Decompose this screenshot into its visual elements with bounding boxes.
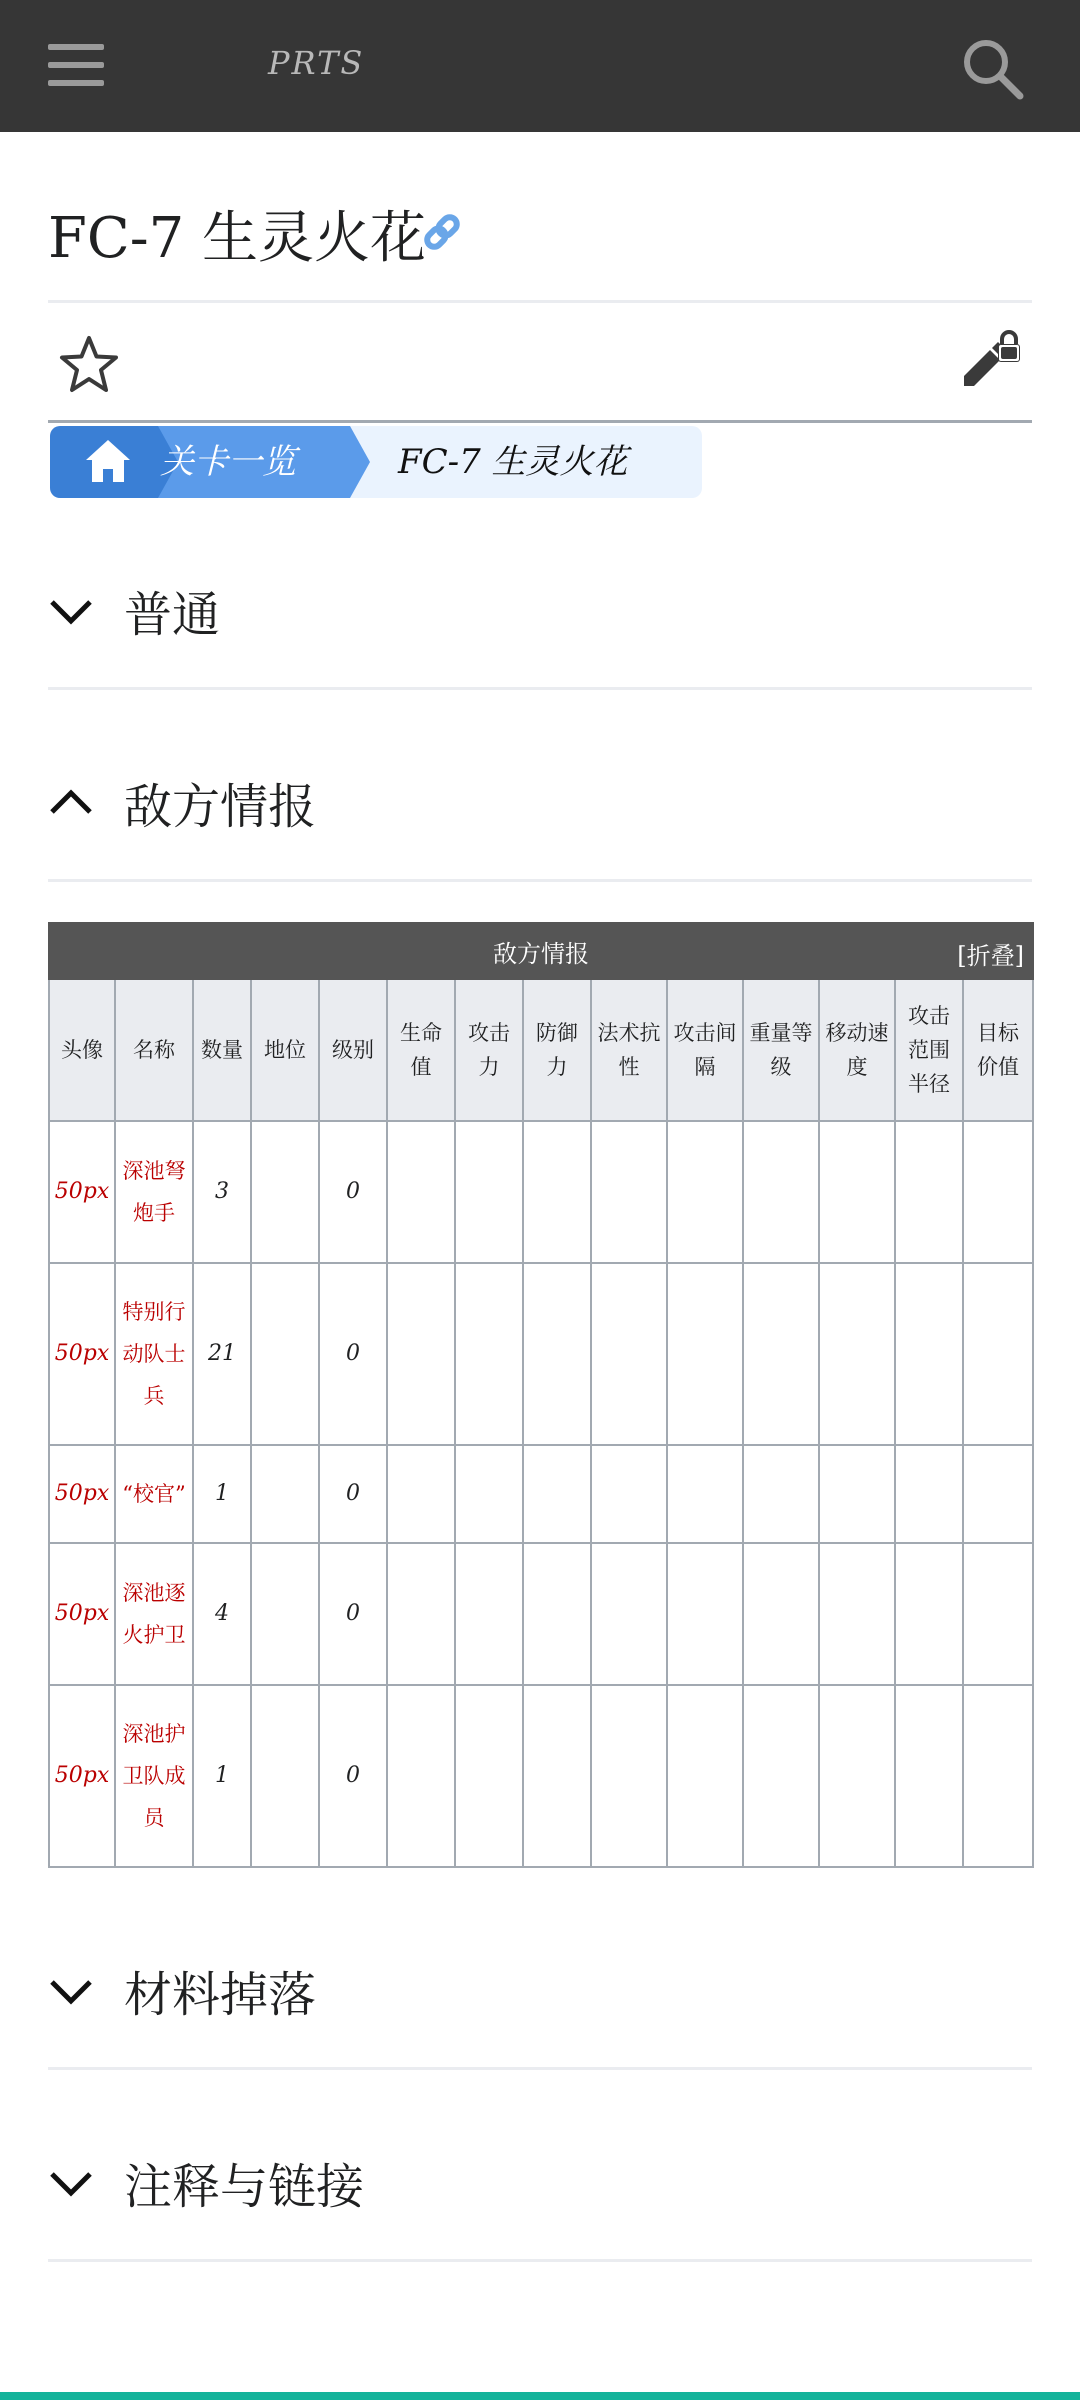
link-icon[interactable] [420, 210, 464, 254]
column-header: 防御力 [523, 979, 591, 1121]
enemy-count: 4 [193, 1543, 251, 1685]
table-row [49, 1543, 1033, 1685]
empty-cell [455, 1543, 523, 1685]
empty-cell [743, 1445, 819, 1543]
enemy-level: 0 [319, 1121, 387, 1263]
enemy-count: 1 [193, 1685, 251, 1867]
chevron-up-icon [48, 780, 94, 826]
empty-cell [591, 1263, 667, 1445]
enemy-table [48, 922, 1034, 1868]
empty-cell [591, 1543, 667, 1685]
breadcrumb-item-current: FC-7 生灵火花 [398, 442, 628, 482]
breadcrumb-item-stages[interactable]: 关卡一览 [160, 442, 296, 482]
empty-cell [455, 1445, 523, 1543]
table-body [49, 1121, 1033, 1867]
title-divider [48, 300, 1032, 303]
lock-edit-icon[interactable] [958, 330, 1022, 394]
section-material-drops[interactable] [48, 1920, 1032, 2070]
enemy-level: 0 [319, 1685, 387, 1867]
empty-cell [667, 1263, 743, 1445]
section-title: 材料掉落 [124, 1967, 317, 2023]
column-header: 头像 [49, 979, 115, 1121]
empty-cell [819, 1121, 895, 1263]
empty-cell [667, 1543, 743, 1685]
empty-cell [667, 1445, 743, 1543]
section-divider [48, 879, 1032, 882]
section-enemy-info[interactable] [48, 732, 1032, 882]
table-row [49, 1445, 1033, 1543]
enemy-avatar[interactable]: 50px [49, 1445, 115, 1543]
empty-cell [743, 1685, 819, 1867]
action-divider [48, 420, 1032, 423]
empty-cell [895, 1121, 963, 1263]
column-header: 生命值 [387, 979, 455, 1121]
enemy-avatar[interactable]: 50px [49, 1121, 115, 1263]
enemy-status [251, 1685, 319, 1867]
empty-cell [591, 1121, 667, 1263]
search-icon[interactable] [960, 36, 1026, 102]
section-divider [48, 2067, 1032, 2070]
section-divider [48, 687, 1032, 690]
empty-cell [963, 1685, 1033, 1867]
enemy-status [251, 1543, 319, 1685]
empty-cell [895, 1543, 963, 1685]
section-title: 敌方情报 [124, 779, 317, 835]
section-normal[interactable] [48, 540, 1032, 690]
empty-cell [743, 1543, 819, 1685]
column-header: 地位 [251, 979, 319, 1121]
table-row [49, 1263, 1033, 1445]
empty-cell [387, 1263, 455, 1445]
empty-cell [523, 1263, 591, 1445]
empty-cell [895, 1685, 963, 1867]
breadcrumb [50, 426, 702, 498]
column-header: 攻击力 [455, 979, 523, 1121]
enemy-status [251, 1121, 319, 1263]
empty-cell [743, 1121, 819, 1263]
chevron-down-icon [48, 1968, 94, 2014]
empty-cell [819, 1263, 895, 1445]
chevron-down-icon [48, 2160, 94, 2206]
enemy-name-link[interactable]: 深池弩炮手 [115, 1121, 193, 1263]
section-title: 普通 [124, 587, 221, 643]
empty-cell [895, 1263, 963, 1445]
column-header: 名称 [115, 979, 193, 1121]
table-caption-text: 敌方情报 [493, 939, 589, 968]
enemy-count: 3 [193, 1121, 251, 1263]
empty-cell [667, 1121, 743, 1263]
empty-cell [387, 1543, 455, 1685]
enemy-level: 0 [319, 1263, 387, 1445]
empty-cell [667, 1685, 743, 1867]
section-title: 注释与链接 [124, 2159, 365, 2215]
empty-cell [455, 1121, 523, 1263]
empty-cell [387, 1445, 455, 1543]
empty-cell [819, 1685, 895, 1867]
column-header: 数量 [193, 979, 251, 1121]
enemy-avatar[interactable]: 50px [49, 1685, 115, 1867]
empty-cell [523, 1121, 591, 1263]
enemy-count: 1 [193, 1445, 251, 1543]
table-caption [49, 923, 1033, 979]
enemy-status [251, 1445, 319, 1543]
enemy-name-link[interactable]: 特别行动队士兵 [115, 1263, 193, 1445]
table-row [49, 1685, 1033, 1867]
collapse-toggle[interactable]: [折叠] [957, 942, 1024, 970]
empty-cell [523, 1685, 591, 1867]
footer-accent-bar [0, 2392, 1080, 2400]
column-header: 法术抗性 [591, 979, 667, 1121]
table-header-row [49, 979, 1033, 1121]
column-header: 级别 [319, 979, 387, 1121]
enemy-count: 21 [193, 1263, 251, 1445]
empty-cell [963, 1263, 1033, 1445]
column-header: 移动速度 [819, 979, 895, 1121]
empty-cell [895, 1445, 963, 1543]
enemy-table-container [48, 922, 1032, 1868]
empty-cell [591, 1685, 667, 1867]
empty-cell [523, 1543, 591, 1685]
enemy-level: 0 [319, 1543, 387, 1685]
enemy-status [251, 1263, 319, 1445]
enemy-name-link[interactable]: “校官” [115, 1445, 193, 1543]
column-header: 重量等级 [743, 979, 819, 1121]
enemy-avatar[interactable]: 50px [49, 1543, 115, 1685]
column-header: 目标价值 [963, 979, 1033, 1121]
enemy-avatar[interactable]: 50px [49, 1263, 115, 1445]
empty-cell [963, 1445, 1033, 1543]
column-header: 攻击间隔 [667, 979, 743, 1121]
site-logo[interactable]: PRTS [268, 44, 365, 82]
star-icon[interactable] [58, 334, 120, 396]
empty-cell [591, 1445, 667, 1543]
empty-cell [523, 1445, 591, 1543]
top-bar [0, 0, 1080, 132]
empty-cell [387, 1685, 455, 1867]
section-divider [48, 2259, 1032, 2262]
column-header: 攻击范围半径 [895, 979, 963, 1121]
empty-cell [819, 1445, 895, 1543]
enemy-name-link[interactable]: 深池护卫队成员 [115, 1685, 193, 1867]
page-title: FC-7 生灵火花 [48, 206, 427, 271]
chevron-down-icon [48, 588, 94, 634]
enemy-level: 0 [319, 1445, 387, 1543]
enemy-name-link[interactable]: 深池逐火护卫 [115, 1543, 193, 1685]
section-notes-links[interactable] [48, 2112, 1032, 2262]
empty-cell [455, 1263, 523, 1445]
empty-cell [455, 1685, 523, 1867]
empty-cell [963, 1121, 1033, 1263]
empty-cell [963, 1543, 1033, 1685]
empty-cell [387, 1121, 455, 1263]
hamburger-menu-icon[interactable] [48, 40, 106, 90]
empty-cell [743, 1263, 819, 1445]
table-row [49, 1121, 1033, 1263]
empty-cell [819, 1543, 895, 1685]
